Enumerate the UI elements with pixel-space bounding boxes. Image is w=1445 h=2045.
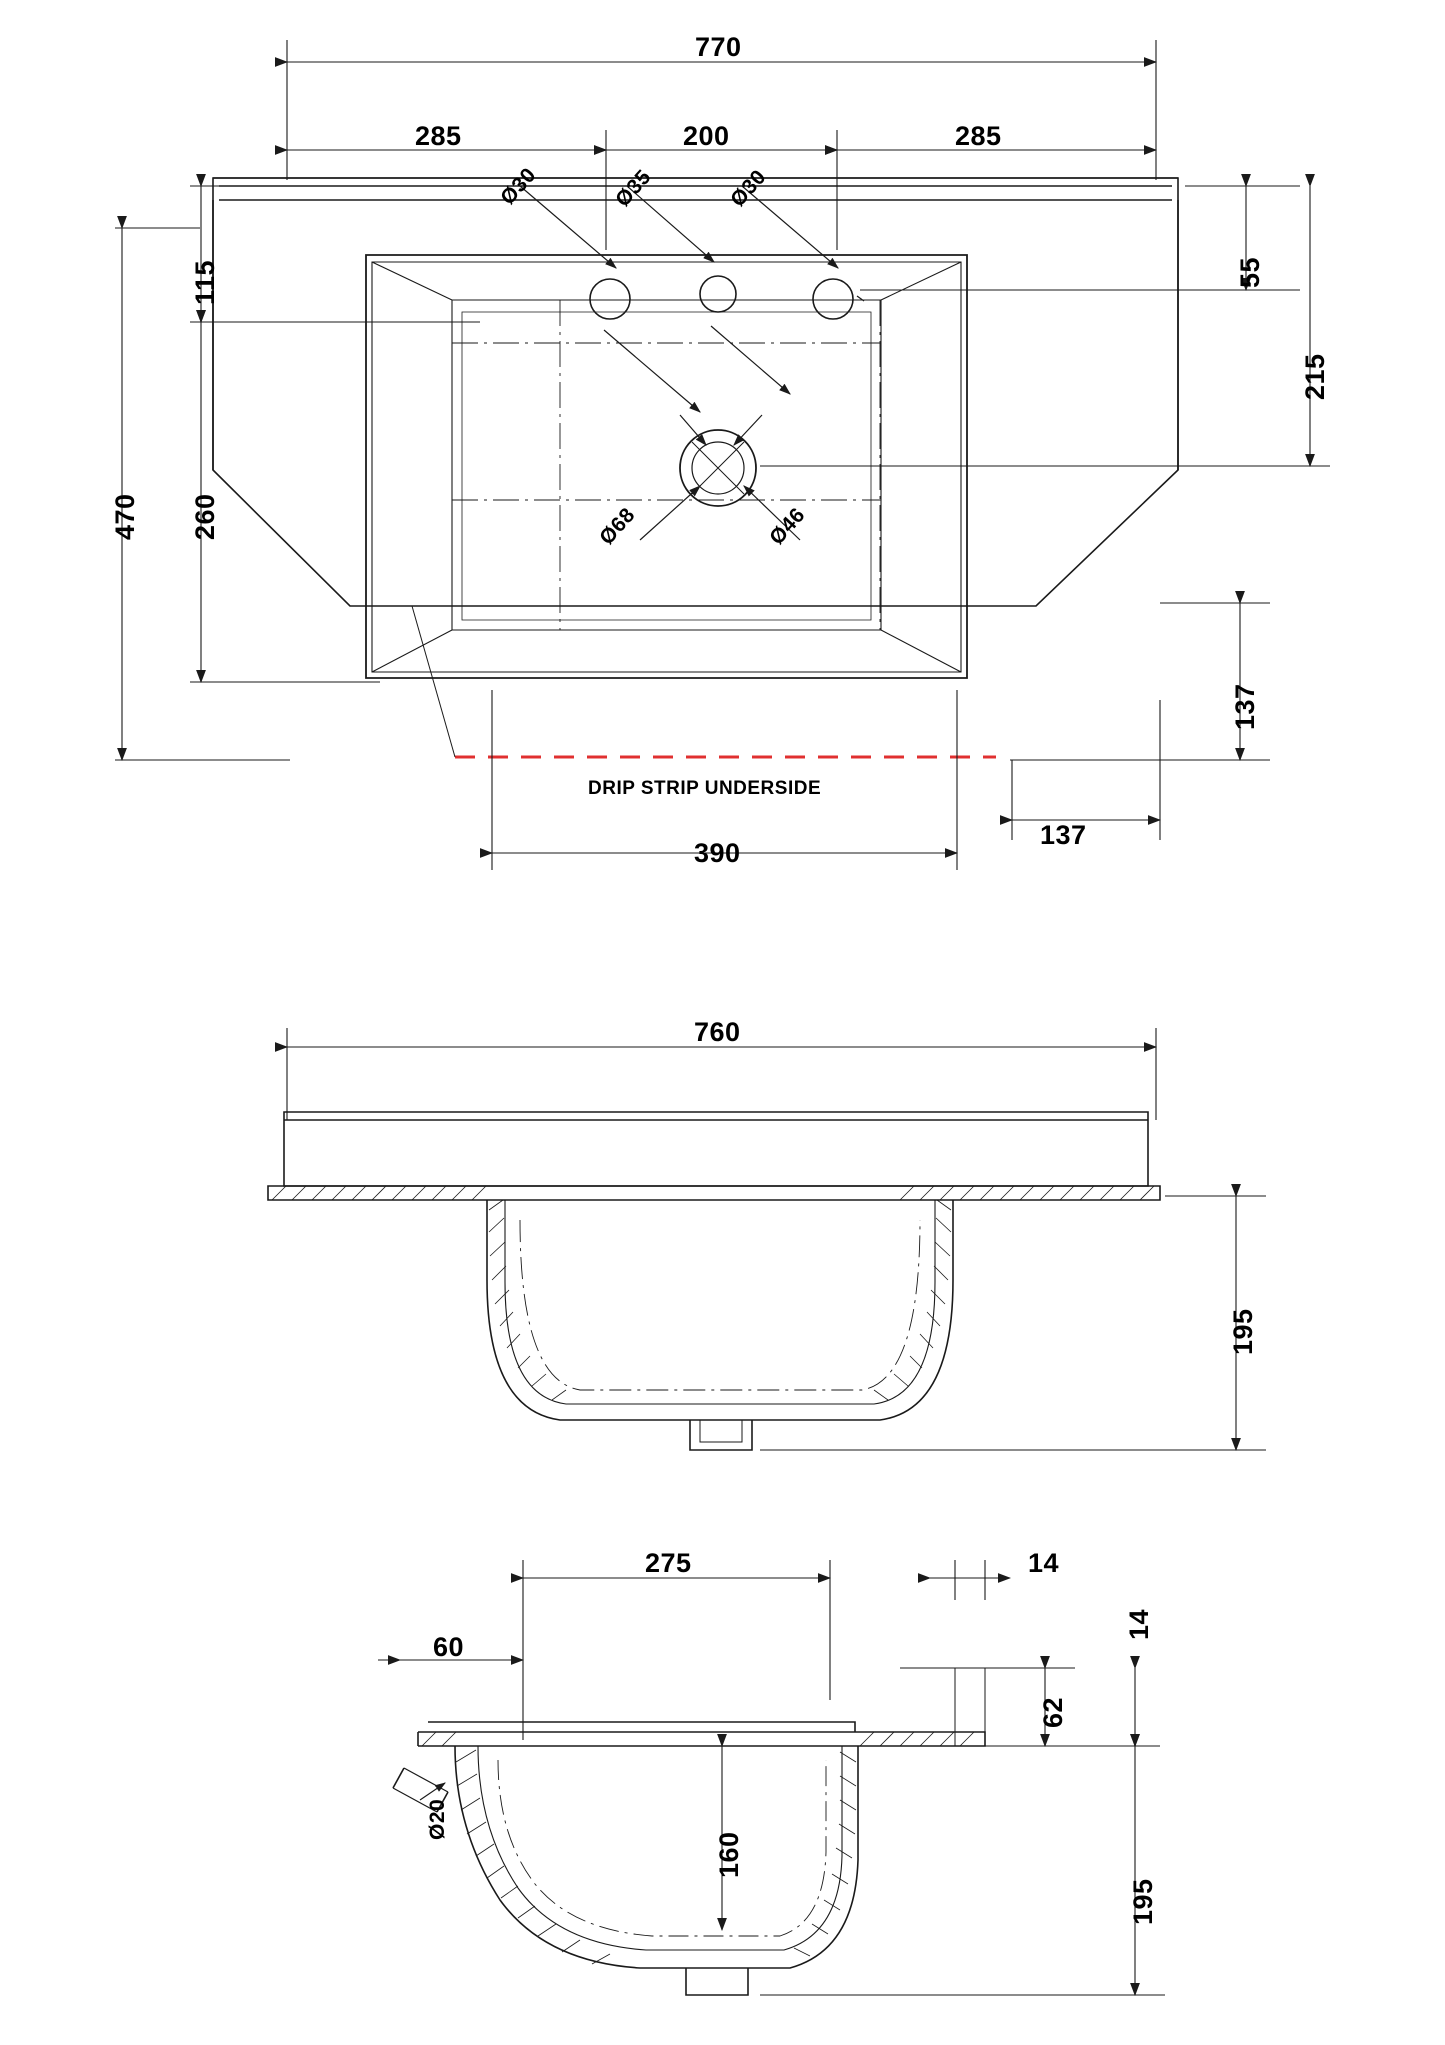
callout-waste-68: Ø68 bbox=[595, 503, 640, 550]
side-section-outline bbox=[393, 1668, 985, 1995]
dim-195-front: 195 bbox=[1228, 1308, 1258, 1355]
dim-285-left: 285 bbox=[415, 121, 462, 151]
dim-137-bottom: 137 bbox=[1040, 820, 1087, 850]
dim-115: 115 bbox=[190, 259, 220, 305]
dim-14-top: 14 bbox=[1028, 1548, 1060, 1578]
dim-760: 760 bbox=[694, 1017, 741, 1047]
dim-195-side: 195 bbox=[1128, 1878, 1158, 1925]
callout-waste-46: Ø46 bbox=[765, 503, 810, 550]
dim-137-right: 137 bbox=[1230, 683, 1260, 730]
dim-55: 55 bbox=[1235, 256, 1265, 288]
dim-285-right: 285 bbox=[955, 121, 1002, 151]
callout-overflow-20: Ø20 bbox=[426, 1798, 449, 1840]
dim-470: 470 bbox=[110, 493, 140, 540]
dim-275: 275 bbox=[645, 1548, 692, 1578]
callout-tap-hole-left: Ø30 bbox=[496, 163, 541, 210]
note-drip-strip: DRIP STRIP UNDERSIDE bbox=[588, 778, 822, 799]
dim-215: 215 bbox=[1300, 353, 1330, 400]
dim-60: 60 bbox=[433, 1632, 465, 1662]
callout-tap-hole-right: Ø30 bbox=[726, 165, 771, 212]
waste-hole bbox=[680, 430, 756, 506]
front-elevation-outline bbox=[268, 1112, 1160, 1450]
dim-200: 200 bbox=[683, 121, 730, 151]
dim-62: 62 bbox=[1038, 1696, 1068, 1728]
dim-14-right: 14 bbox=[1124, 1608, 1154, 1640]
dim-160: 160 bbox=[714, 1831, 744, 1878]
callout-tap-hole-centre: Ø35 bbox=[611, 165, 656, 212]
plan-view-outline bbox=[213, 178, 1178, 678]
dim-770: 770 bbox=[695, 32, 742, 62]
dim-390: 390 bbox=[694, 838, 741, 868]
tap-holes bbox=[590, 276, 853, 319]
dim-260: 260 bbox=[190, 493, 220, 540]
